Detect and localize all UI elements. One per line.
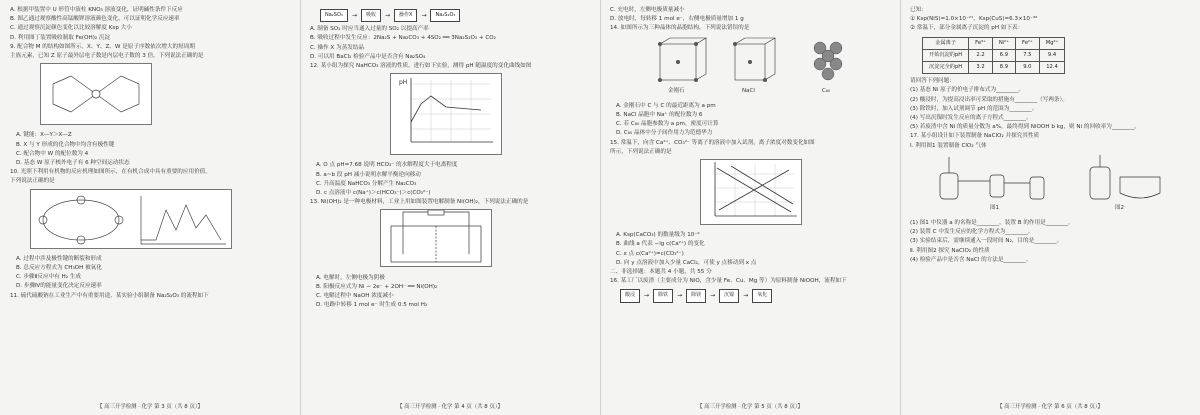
crystal-label: C₆₀ — [822, 87, 831, 94]
process-flow: Na₂SO₃ → 吸收 → 操作X → Na₂S₂O₃ — [320, 9, 592, 22]
question-text: (5) 若废渣中含 Ni 的质量分数为 a%，最终得到 NiOOH b kg，则 Ni 的回收率为________。 — [910, 124, 1140, 131]
option: C. 电解过程中 NaOH 浓度减小 — [316, 293, 394, 300]
ph-table — [922, 37, 1065, 75]
table-cell: 金属离子 — [923, 37, 969, 49]
table-row — [923, 62, 1065, 74]
crystal-label: NaCl — [742, 87, 755, 94]
electrolysis-figure — [380, 209, 492, 267]
table-cell: 9.0 — [1016, 62, 1040, 74]
question-text: 16. 某工厂以废渣（主要成分为 NiO，含少量 Fe、Cu、Mg 等）为原料制备 NiOOH，流程如下 — [610, 278, 847, 285]
option: D. C₆₀ 晶体中分子间作用力为范德华力 — [616, 130, 713, 137]
table-cell: Ni²⁺ — [992, 37, 1015, 49]
table-cell: 12.4 — [1039, 62, 1065, 74]
table-cell: 6.9 — [992, 49, 1015, 61]
question-text: 10. 光照下利用有机物的反应机理如图所示，在有机合成中具有重要的应用价值。 — [10, 169, 211, 176]
table-cell: 2.2 — [969, 49, 993, 61]
option: C. 步骤Ⅱ反应中有 H₂ 生成 — [16, 274, 81, 281]
table-cell: Fe²⁺ — [1016, 37, 1040, 49]
exam-page-4 — [300, 0, 600, 415]
option: B. a~b 段 pH 减小说明水解平衡逆向移动 — [316, 171, 421, 178]
option: D. 向 y 点溶液中加入少量 CaCl₂，可使 y 点移动到 x 点 — [616, 259, 757, 266]
question-text: Ⅱ. 利用图2 探究 NaClO₂ 的性质 — [910, 247, 990, 254]
page-footer: 【 高三开学检测 · 化学 第 4 页（共 8 页）】 — [397, 403, 503, 410]
option: C. 配合物中 W 的配位数为 4 — [16, 150, 89, 157]
question-text: 已知： — [910, 7, 927, 13]
option: D. 基态 W 原子核外电子有 6 种空间运动状态 — [16, 160, 130, 167]
option: D. 电路中转移 1 mol e⁻ 时生成 0.5 mol H₂ — [316, 302, 428, 309]
question-text: A. 制备 SO₂ 时应当通入过量的 SO₂ 以提高产率 — [310, 26, 429, 33]
question-text: 所示，下列说法正确的是 — [610, 148, 672, 155]
table-row — [923, 49, 1065, 61]
option: C. 若 C₆₀ 晶胞参数为 a pm，密度可计算 — [616, 121, 719, 128]
option: D. c 点溶液中 c(Na⁺)＞c(HCO₃⁻)＞c(CO₃²⁻) — [316, 190, 431, 197]
flow-step: 除铁 — [653, 289, 673, 302]
question-text: 17. 某小组设计如下装置制备 NaClO₂ 并探究其性质 — [910, 133, 1040, 140]
table-cell: Fe³⁺ — [969, 37, 993, 49]
reaction-mechanism-figure — [30, 189, 232, 249]
option: B. NaCl 晶胞中 Na⁺ 的配位数为 6 — [616, 112, 703, 119]
flow-step: 操作X — [394, 9, 417, 22]
option: A. O 点 pH=7.68 说明 HCO₃⁻ 的水解程度大于电离程度 — [316, 162, 458, 169]
option: D. 步骤Ⅳ的能量变化决定反应速率 — [16, 283, 102, 290]
question-text: C. 充电时，左侧电极质量减小 — [610, 7, 685, 13]
table-cell: 开始沉淀的pH — [923, 49, 969, 61]
section-heading: 二、非选择题：本题共 4 小题，共 55 分 — [610, 269, 712, 276]
option: C. x 点 c(Ca²⁺)=c(CO₃²⁻) — [616, 250, 684, 257]
option: A. 电解时，左侧电极为阴极 — [316, 274, 385, 281]
question-text: 14. 如图所示为三种晶体的晶胞结构，下列说法错误的是 — [610, 25, 750, 32]
question-text: 主族元素，已知 Z 原子最外层电子数是内层电子数的 3 倍，下列说法正确的是 — [10, 53, 204, 60]
table-cell: 沉淀完全的pH — [923, 62, 969, 74]
exam-page-6 — [900, 0, 1200, 415]
option: B. X 与 Y 形成的化合物中均含有极性键 — [16, 141, 115, 148]
ph-curve-figure — [390, 73, 502, 155]
table-cell: 9.4 — [1039, 49, 1065, 61]
option: A. 键能：X—Y＞X—Z — [16, 132, 72, 139]
page-footer: 【 高三开学检测 · 化学 第 6 页（共 8 页）】 — [997, 403, 1103, 410]
option: B. 阳极反应式为 Ni − 2e⁻ + 2OH⁻ ══ Ni(OH)₂ — [316, 283, 438, 290]
option: A. 金刚石中 C 与 C 的最近距离为 a pm — [616, 102, 716, 109]
question-text: 15. 常温下，向含 Ca²⁺、CO₃²⁻ 等离子的溶液中加入试剂，离子浓度对数变化如图 — [610, 139, 815, 146]
question-text: (1) 基态 Ni 原子的价电子排布式为________。 — [910, 87, 1025, 94]
page-footer: 【 高三开学检测 · 化学 第 3 页（共 8 页）】 — [97, 403, 203, 410]
option: C. 升高温度 NaHCO₃ 分解产生 Na₂CO₃ — [316, 180, 417, 187]
option: A. 过程中涉及极性键的断裂和形成 — [16, 255, 102, 262]
crystal-structures-figure — [650, 36, 860, 96]
question-text: 下列说法正确的是 — [10, 178, 55, 185]
table-cell: 7.5 — [1016, 49, 1040, 61]
figure-label: 图1 — [990, 204, 999, 211]
option: A. Ksp(CaCO₃) 的数量级为 10⁻⁹ — [616, 232, 700, 239]
question-text: B. 吸收过程中发生反应：2Na₂S + Na₂CO₃ + 4SO₂ ══ 3Na₂S₂O₃ + CO₂ — [310, 35, 496, 42]
flow-step: Na₂SO₃ — [320, 9, 348, 22]
question-text: D. 放电时，每转移 1 mol e⁻，右侧电极质量增加 1 g — [610, 16, 744, 23]
question-text: 请回答下列问题： — [910, 78, 955, 85]
complex-structure-figure — [40, 63, 152, 125]
question-text: C. 操作 X 为蒸发结晶 — [310, 44, 365, 51]
crystal-label: 金刚石 — [668, 87, 685, 94]
question-text: Ⅰ. 利用图1 装置制备 ClO₂ 气体 — [910, 142, 987, 149]
flow-step: 酸浸 — [620, 289, 640, 302]
question-text: B. 图乙通过观察酸性高锰酸钾溶液颜色变化，可以证明化学反应速率 — [10, 16, 180, 23]
apparatus-figure — [920, 153, 1170, 213]
question-text: ① Ksp(NiS)=1.0×10⁻²¹，Ksp(CuS)=6.3×10⁻³⁶ — [910, 16, 1038, 23]
question-text: (1) 图1 中仪器 a 的名称是________，装置 B 的作用是________。 — [910, 220, 1074, 227]
option: B. 总反应方程式为 CH₃OH 被氧化 — [16, 265, 102, 272]
flow-step: 除镁 — [686, 289, 706, 302]
table-row — [923, 37, 1065, 49]
exam-page-3 — [0, 0, 300, 415]
page-footer: 【 高三开学检测 · 化学 第 5 页（共 8 页）】 — [697, 403, 803, 410]
question-text: 13. Ni(OH)₂ 是一种电极材料，工业上用如图装置电解制备 Ni(OH)₂，下列说法正确的是 — [310, 199, 529, 206]
flow-step: 氧化 — [752, 289, 772, 302]
table-cell: 3.2 — [969, 62, 993, 74]
chart-axis-label: pH — [399, 79, 408, 87]
question-text: A. 根据甲装置中 U 形管中液柱 KNO₃ 溶液变化，证明碱性条件下反应 — [10, 7, 183, 13]
question-text: (4) 检验产品中是否含 NaCl 的方法是________。 — [910, 256, 1032, 263]
exam-page-5 — [600, 0, 900, 415]
option: B. 曲线 a 代表 −lg c(Ca²⁺) 的变化 — [616, 241, 705, 248]
question-text: C. 通过观察沉淀颜色变化以比较溶解度 Ksp 大小 — [10, 25, 132, 32]
table-cell: Mg²⁺ — [1039, 37, 1065, 49]
figure-label: 图2 — [1115, 204, 1124, 211]
concentration-lines-figure — [700, 159, 802, 225]
question-text: 9. 配合物 M 的结构如图所示，X、Y、Z、W 是原子序数依次增大的短周期 — [10, 43, 195, 50]
flow-step: Na₂S₂O₃ — [430, 9, 460, 22]
flow-step: 沉镍 — [719, 289, 739, 302]
question-text: (3) 除铁时，加入试剂调节 pH 的范围为________。 — [910, 105, 1038, 112]
question-text: (4) 写出沉镍时发生反应的离子方程式________。 — [910, 115, 1032, 122]
process-flow: 酸浸 → 除铁 → 除镁 → 沉镍 → 氧化 — [620, 289, 892, 302]
question-text: (2) 酸浸时，为提高浸出率可采取的措施有________（写两条）。 — [910, 96, 1068, 103]
question-text: 11. 硫代硫酸钠在工业生产中有重要用途，某实验小组制备 Na₂S₂O₃ 的流程如下 — [10, 292, 209, 299]
question-text: (2) 装置 C 中发生反应的化学方程式为________。 — [910, 229, 1034, 236]
question-text: D. 利用图丁装置吸收制取 Fe(OH)₂ 沉淀 — [10, 34, 111, 41]
question-text: (3) 实验结束后，需继续通入一段时间 N₂，目的是________。 — [910, 238, 1063, 245]
question-text: D. 可以用 BaCl₂ 检验产品中是否含有 Na₂SO₄ — [310, 53, 426, 60]
flow-step: 吸收 — [361, 9, 381, 22]
question-text: ② 常温下，部分金属离子沉淀的 pH 如下表： — [910, 25, 1024, 32]
question-text: 12. 某小组为探究 NaHCO₃ 溶液的性质，进行如下实验，测得 pH 随温度的变化曲线如图 — [310, 63, 532, 70]
table-cell: 8.9 — [992, 62, 1015, 74]
